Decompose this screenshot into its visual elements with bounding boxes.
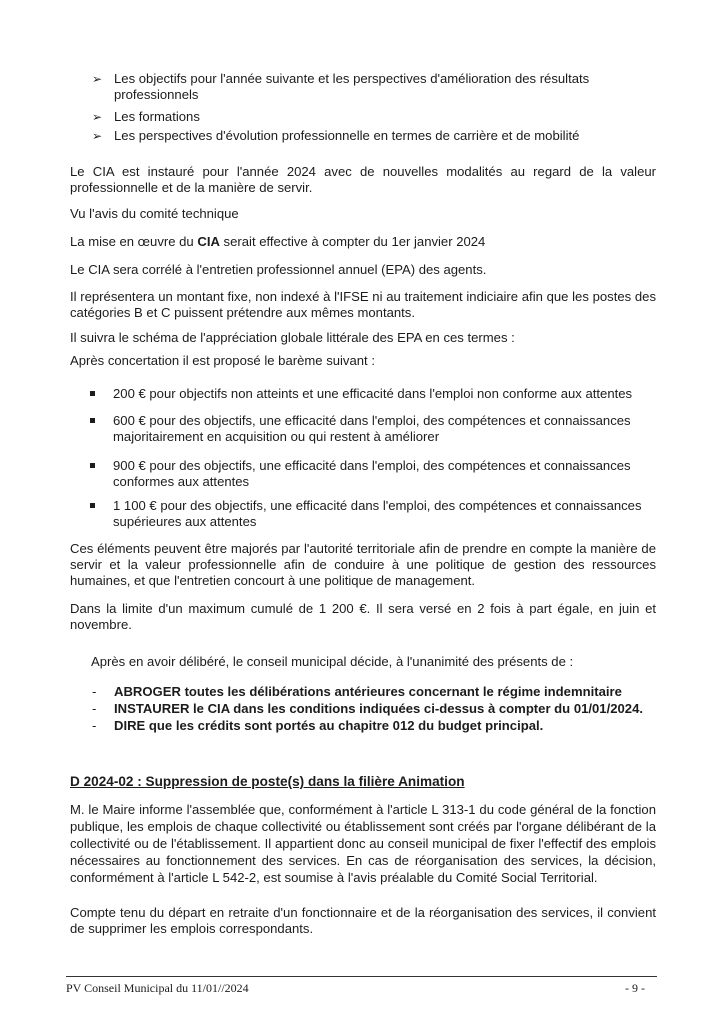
dash-bullet: -: [92, 684, 97, 699]
bareme-item: 200 € pour objectifs non atteints et une efficacité dans l'emploi non conforme aux attentes: [113, 386, 633, 401]
dash-bullet: -: [92, 718, 97, 733]
square-bullet-icon: [90, 418, 95, 423]
arrow-bullet-icon: ➢: [92, 72, 103, 86]
bareme-item: 600 € pour des objectifs, une efficacité dans l'emploi, des compétences et connaissances majoritairement en acquisition ou qui restent à améliorer: [113, 413, 631, 444]
list-item: Les perspectives d'évolution professionnelle en termes de carrière et de mobilité: [114, 128, 580, 143]
decision-item: DIRE que les crédits sont portés au chapitre 012 du budget principal.: [114, 718, 544, 733]
section-heading: D 2024-02 : Suppression de poste(s) dans la filière Animation: [70, 774, 465, 789]
square-bullet-icon: [90, 391, 95, 396]
section-paragraph-1: M. le Maire informe l'assemblée que, conformément à l'article L 313-1 du code général de la fonction publique, les emplois de chaque collectivité ou établissement sont créés par l'organe délibérant de la collectivité ou de l'établissement. Il appartient donc au conseil municipal de fixer l'effectif des emplois nécessaires au fonctionnement des services. En cas de réorganisation des services, la décision, conformément à l'article L 542-2, est soumise à l'avis préalable du Comité Social Territorial.: [70, 802, 656, 885]
paragraph-majores: Ces éléments peuvent être majorés par l'autorité territoriale afin de prendre en compte la manière de servir et la valeur professionnelle afin de conduire à une politique de gestion des ressources humaines, et que l'entretien concourt à une politique de management.: [70, 541, 656, 588]
paragraph-montant: Il représentera un montant fixe, non indexé à l'IFSE ni au traitement indiciaire afin que les postes des catégories B et C puissent prétendre aux mêmes montants.: [70, 289, 656, 320]
decision-item: INSTAURER le CIA dans les conditions indiquées ci-dessus à compter du 01/01/2024.: [114, 701, 643, 716]
list-item: Les formations: [114, 109, 200, 124]
dash-bullet: -: [92, 701, 97, 716]
section-paragraph-2: Compte tenu du départ en retraite d'un fonctionnaire et de la réorganisation des services, il convient de supprimer les emplois correspondants.: [70, 905, 656, 936]
list-item: Les objectifs pour l'année suivante et les perspectives d'amélioration des résultats professionnels: [114, 71, 590, 102]
paragraph-avis: Vu l'avis du comité technique: [70, 206, 239, 221]
decision-item: ABROGER toutes les délibérations antérieures concernant le régime indemnitaire: [114, 684, 622, 699]
square-bullet-icon: [90, 503, 95, 508]
bareme-item: 1 100 € pour des objectifs, une efficacité dans l'emploi, des compétences et connaissances supérieures aux attentes: [113, 498, 642, 529]
paragraph-delibere: Après en avoir délibéré, le conseil municipal décide, à l'unanimité des présents de :: [91, 654, 574, 669]
paragraph-concertation: Après concertation il est proposé le barème suivant :: [70, 353, 375, 368]
arrow-bullet-icon: ➢: [92, 129, 103, 143]
paragraph-schema: Il suivra le schéma de l'appréciation globale littérale des EPA en ces termes :: [70, 330, 515, 345]
paragraph-cia-instaure: Le CIA est instauré pour l'année 2024 avec de nouvelles modalités au regard de la valeur professionnelle et de la manière de servir.: [70, 164, 656, 195]
footer-rule: [66, 976, 657, 977]
footer-title: PV Conseil Municipal du 11/01//2024: [66, 981, 249, 995]
page-number: - 9 -: [625, 981, 645, 995]
square-bullet-icon: [90, 463, 95, 468]
paragraph-correle: Le CIA sera corrélé à l'entretien professionnel annuel (EPA) des agents.: [70, 262, 487, 277]
paragraph-mise-en-oeuvre: La mise en œuvre du CIA serait effective à compter du 1er janvier 2024: [70, 234, 486, 249]
arrow-bullet-icon: ➢: [92, 110, 103, 124]
paragraph-limite: Dans la limite d'un maximum cumulé de 1 200 €. Il sera versé en 2 fois à part égale, en juin et novembre.: [70, 601, 656, 632]
bareme-item: 900 € pour des objectifs, une efficacité dans l'emploi, des compétences et connaissances conformes aux attentes: [113, 458, 631, 489]
